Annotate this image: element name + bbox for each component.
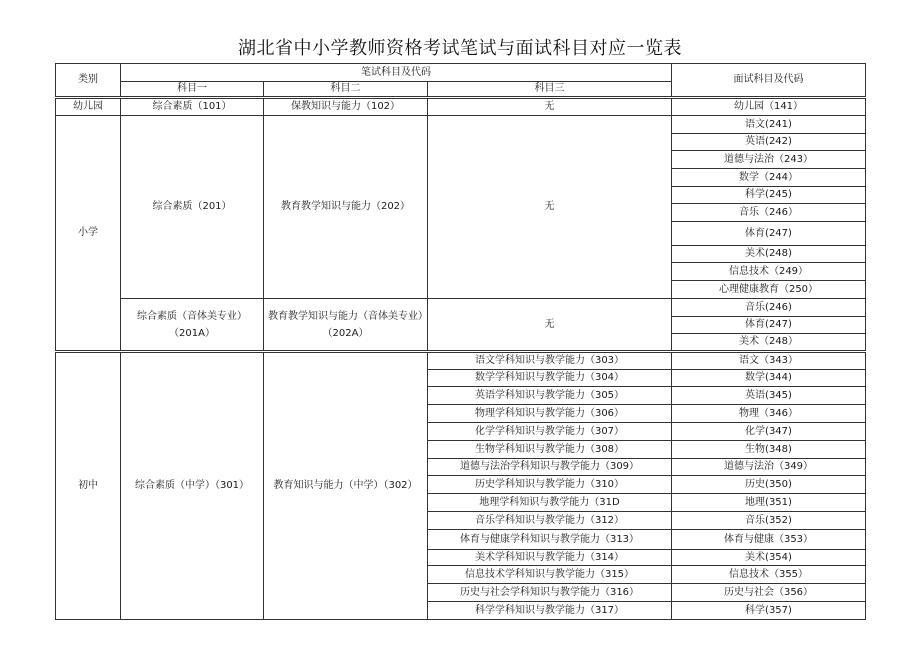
primary-interview: 体育(247) xyxy=(672,222,866,246)
junior-interview: 科学(357) xyxy=(672,602,866,620)
junior-subject3: 科学学科知识与教学能力（317） xyxy=(428,602,672,620)
junior-subject3: 美术学科知识与教学能力（314） xyxy=(428,550,672,566)
primary-arts-subject2: 教育教学知识与能力（音体美专业）（202A） xyxy=(264,299,428,352)
junior-interview: 地理(351) xyxy=(672,494,866,512)
primary-interview: 科学(245) xyxy=(672,187,866,204)
junior-interview: 历史(350) xyxy=(672,476,866,494)
category-kindergarten: 幼儿园 xyxy=(56,98,121,116)
header-interview: 面试科目及代码 xyxy=(672,64,866,98)
junior-subject3: 生物学科知识与教学能力（308） xyxy=(428,441,672,459)
junior-subject3: 语文学科知识与教学能力（303） xyxy=(428,352,672,370)
junior-interview: 物理（346） xyxy=(672,405,866,423)
junior-interview: 信息技术（355） xyxy=(672,566,866,584)
primary-arts-interview: 音乐(246) xyxy=(672,299,866,317)
table-row xyxy=(56,352,866,370)
primary-interview: 语文(241) xyxy=(672,116,866,134)
junior-subject3: 信息技术学科知识与教学能力（315） xyxy=(428,566,672,584)
junior-interview: 历史与社会（356） xyxy=(672,584,866,602)
junior-subject3: 地理学科知识与教学能力（31D xyxy=(428,494,672,512)
header-subject3: 科目三 xyxy=(428,82,672,98)
table-row-kindergarten xyxy=(56,98,866,116)
junior-interview: 英语(345) xyxy=(672,387,866,405)
junior-interview: 美术(354) xyxy=(672,550,866,566)
primary-interview: 英语(242) xyxy=(672,134,866,151)
table-row xyxy=(56,299,866,317)
kindergarten-subject1: 综合素质（101） xyxy=(121,98,264,116)
junior-interview: 道德与法治（349） xyxy=(672,459,866,476)
junior-subject3: 道德与法治学科知识与教学能力（309） xyxy=(428,459,672,476)
junior-subject3: 物理学科知识与教学能力（306） xyxy=(428,405,672,423)
header-subject2: 科目二 xyxy=(264,82,428,98)
junior-subject3: 数学学科知识与教学能力（304） xyxy=(428,370,672,387)
category-primary: 小学 xyxy=(56,116,121,352)
primary-subject2: 教育教学知识与能力（202） xyxy=(264,116,428,299)
primary-arts-interview: 体育(247) xyxy=(672,317,866,334)
junior-subject3: 音乐学科知识与教学能力（312） xyxy=(428,512,672,530)
header-written-group: 笔试科目及代码 xyxy=(121,64,672,82)
kindergarten-subject2: 保教知识与能力（102） xyxy=(264,98,428,116)
junior-interview: 数学(344) xyxy=(672,370,866,387)
primary-interview: 数学（244） xyxy=(672,169,866,187)
junior-interview: 体育与健康（353） xyxy=(672,530,866,550)
junior-subject2: 教育知识与能力（中学）（302） xyxy=(264,352,428,620)
primary-subject1: 综合素质（201） xyxy=(121,116,264,299)
kindergarten-subject3: 无 xyxy=(428,98,672,116)
junior-subject3: 英语学科知识与教学能力（305） xyxy=(428,387,672,405)
header-subject1: 科目一 xyxy=(121,82,264,98)
primary-interview: 美术(248) xyxy=(672,246,866,263)
primary-arts-subject1: 综合素质（音体美专业）（201A） xyxy=(121,299,264,352)
primary-interview: 信息技术（249） xyxy=(672,263,866,281)
junior-interview: 生物(348) xyxy=(672,441,866,459)
primary-arts-interview: 美术（248） xyxy=(672,334,866,352)
primary-subject3: 无 xyxy=(428,116,672,299)
kindergarten-interview: 幼儿园（141） xyxy=(672,98,866,116)
junior-subject3: 体育与健康学科知识与教学能力（313） xyxy=(428,530,672,550)
table-row xyxy=(56,116,866,134)
junior-interview: 语文（343） xyxy=(672,352,866,370)
junior-subject1: 综合素质（中学）（301） xyxy=(121,352,264,620)
primary-interview: 音乐（246） xyxy=(672,204,866,222)
subject-table xyxy=(55,63,866,620)
junior-subject3: 化学学科知识与教学能力（307） xyxy=(428,423,672,441)
primary-arts-subject3: 无 xyxy=(428,299,672,352)
primary-interview: 道德与法治（243） xyxy=(672,151,866,169)
junior-interview: 化学(347) xyxy=(672,423,866,441)
header-category: 类别 xyxy=(56,64,121,98)
primary-interview: 心理健康教育（250） xyxy=(672,281,866,299)
junior-subject3: 历史与社会学科知识与教学能力（316） xyxy=(428,584,672,602)
junior-interview: 音乐(352) xyxy=(672,512,866,530)
category-junior: 初中 xyxy=(56,352,121,620)
page-title: 湖北省中小学教师资格考试笔试与面试科目对应一览表 xyxy=(238,38,682,59)
junior-subject3: 历史学科知识与教学能力（310） xyxy=(428,476,672,494)
